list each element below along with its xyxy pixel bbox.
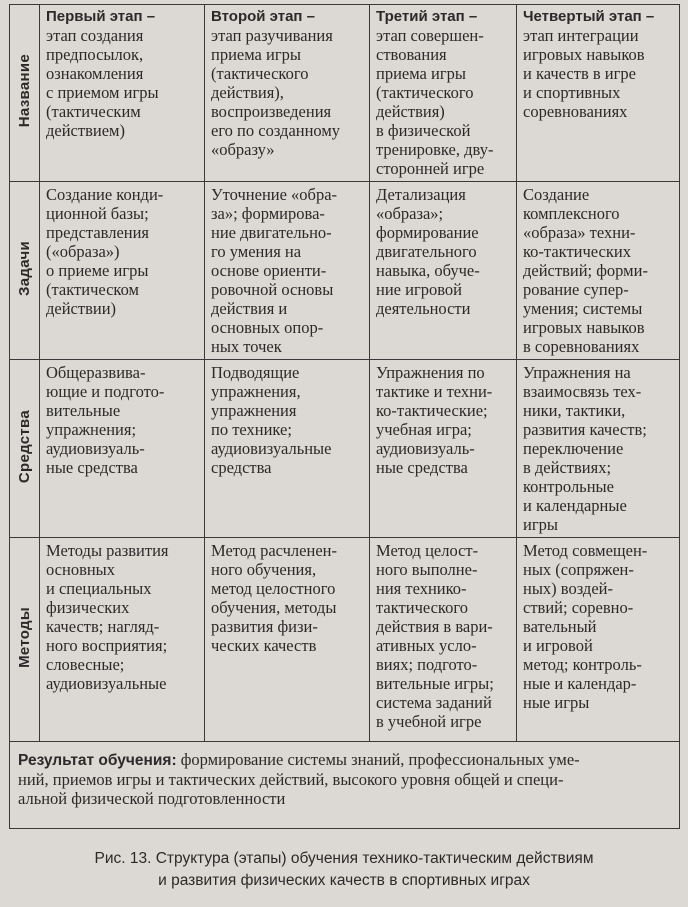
stage-1-tasks: Создание конди- ционной базы; представления («образа») о приеме игры (тактическом действии) <box>40 182 205 360</box>
stage-4-means: Упражнения на взаимосвязь тех- ники, тактики, развития качеств; переключение в действиях; контрольные и календарные игры <box>517 360 680 538</box>
row-header-name: Название <box>10 5 40 182</box>
stage-3-tasks: Детализация «образа»; формирование двигательного навыка, обуче- ние игровой деятельности <box>370 182 517 360</box>
figure-caption: Рис. 13. Структура (этапы) обучения технико-тактическим действиям и развития физических качеств в спортивных играх <box>94 850 594 889</box>
result-label: Результат обучения: <box>18 752 177 769</box>
row-header-methods: Методы <box>10 538 40 742</box>
stages-figure <box>9 4 679 829</box>
row-header-tasks: Задачи <box>10 182 40 360</box>
stage-2-means: Подводящие упражнения, упражнения по технике; аудиовизуальные средства <box>205 360 370 538</box>
stage-3-title: Третий этап – <box>376 8 478 25</box>
result-text: формирование системы знаний, профессиональных уме- ний, приемов игры и тактических действий, высокого уровня общей и специ- альной физической подготовленности <box>18 750 580 808</box>
stage-3-means: Упражнения по тактике и техни- ко-тактические; учебная игра; аудиовизуаль- ные средства <box>370 360 517 538</box>
stage-1-name: этап создания предпосылок, ознакомления с приемом игры (тактическим действием) <box>46 26 159 140</box>
stage-2-name-cell <box>205 5 370 182</box>
learning-result <box>10 742 680 829</box>
stage-3-name: этап совершен- ствования приема игры (тактического действия) в физической тренировке, дву- сторонней игре <box>376 26 494 178</box>
stage-4-tasks: Создание комплексного «образа» техни- ко-тактических действий; форми- рование супер- умения; системы игровых навыков в соревнованиях <box>517 182 680 360</box>
stage-3-name-cell <box>370 5 517 182</box>
stage-2-tasks: Уточнение «обра- за»; формирова- ние двигательно- го умения на основе ориенти- ровочной основы действия и основных опор- ных точек <box>205 182 370 360</box>
stage-4-methods: Метод совмещен- ных (сопряжен- ных) воздей- ствий; соревно- вательный и игровой метод; контроль- ные и календар- ные игры <box>517 538 680 742</box>
stage-1-name-cell <box>40 5 205 182</box>
row-means <box>10 360 680 538</box>
stage-2-methods: Метод расчленен- ного обучения, метод целостного обучения, методы развития физи- ческих качеств <box>205 538 370 742</box>
stage-4-title: Четвертый этап – <box>523 8 655 25</box>
stage-3-methods: Метод целост- ного выполне- ния технико- тактического действия в вари- ативных усло- виях; подгото- вительные игры; система заданий в учебной игре <box>370 538 517 742</box>
row-name <box>10 5 680 182</box>
stage-4-name-cell <box>517 5 680 182</box>
stage-2-title: Второй этап – <box>211 8 316 25</box>
stage-2-name: этап разучивания приема игры (тактического действия), воспроизведения его по созданному «образу» <box>211 26 341 159</box>
row-methods <box>10 538 680 742</box>
row-header-means: Средства <box>10 360 40 538</box>
row-result <box>10 742 680 829</box>
stage-1-methods: Методы развития основных и специальных физических качеств; нагляд- ного восприятия; словесные; аудиовизуальные <box>40 538 205 742</box>
row-tasks <box>10 182 680 360</box>
training-stages-table <box>9 4 680 829</box>
stage-1-means: Общеразвива- ющие и подгото- вительные упражнения; аудиовизуаль- ные средства <box>40 360 205 538</box>
stage-4-name: этап интеграции игровых навыков и качеств в игре и спортивных соревнованиях <box>523 26 645 121</box>
stage-1-title: Первый этап – <box>46 8 156 25</box>
